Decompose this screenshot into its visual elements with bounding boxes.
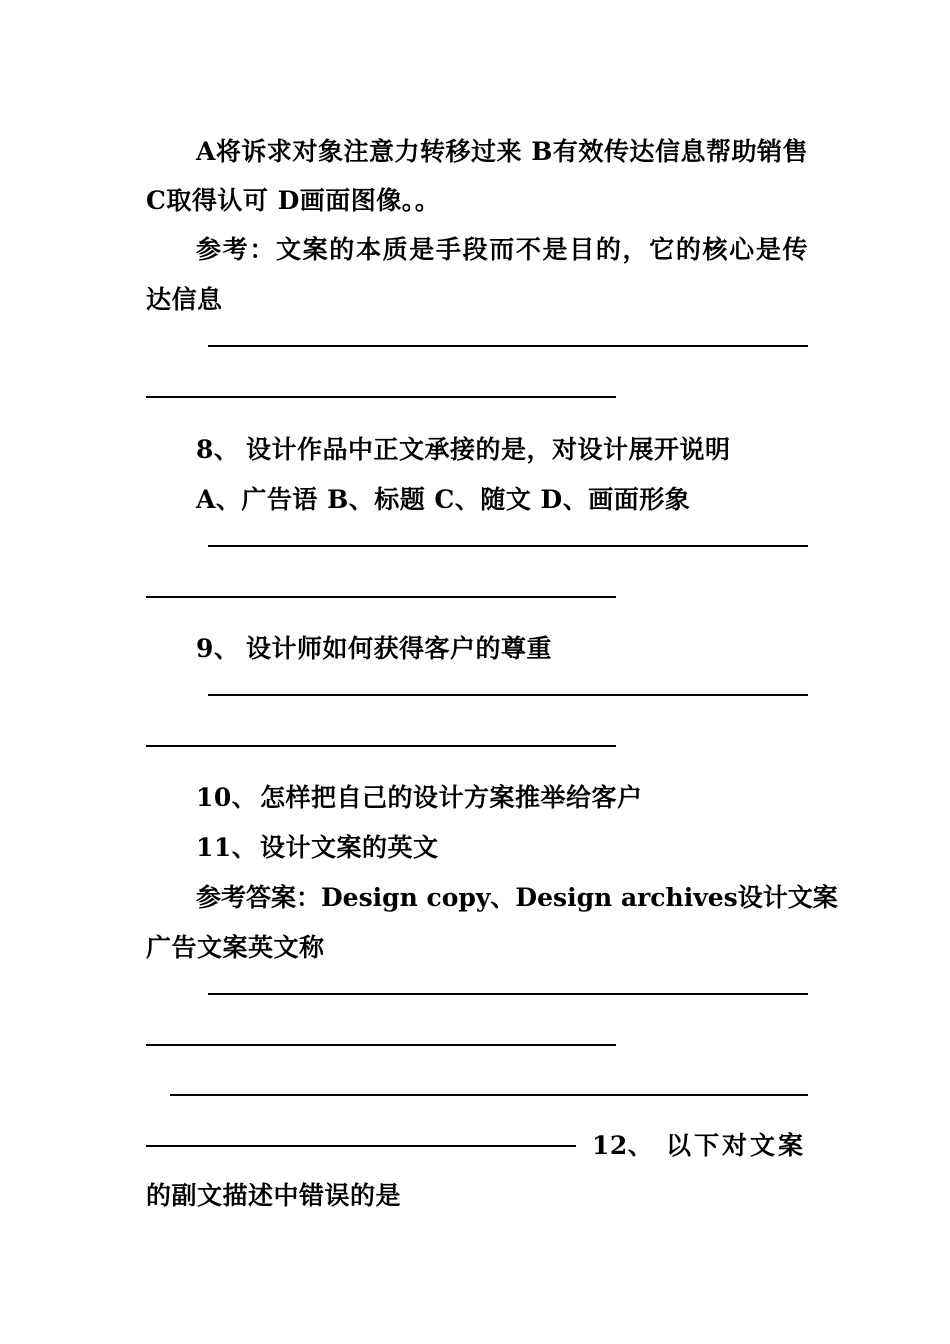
separator-rule (170, 1094, 808, 1096)
question-number: 8、 (196, 435, 240, 464)
question-number: 11、 (196, 833, 258, 862)
q12-text-line2: 的副文描述中错误的是 (146, 1181, 402, 1210)
question-text: 设计师如何获得客户的尊重 (246, 634, 553, 663)
separator-rule (146, 1145, 576, 1147)
q8-options: A、广告语 B、标题 C、随文 D、画面形象 (196, 485, 691, 514)
question-8 (196, 434, 808, 466)
question-number: 10、 (196, 783, 258, 812)
separator-rule (146, 745, 616, 747)
separator-rule (208, 545, 808, 547)
separator-rule (208, 694, 808, 696)
q7-answer-line1: 参考：文案的本质是手段而不是目的，它的核心是传 (196, 235, 808, 264)
question-12 (592, 1130, 808, 1162)
separator-rule (146, 596, 616, 598)
separator-rule (146, 1044, 616, 1046)
question-number: 9、 (196, 634, 240, 663)
q7-answer-line2: 达信息 (146, 285, 223, 314)
separator-rule (208, 345, 808, 347)
question-11 (196, 832, 808, 864)
q7-options-line2: C取得认可 D画面图像。。 (146, 186, 441, 215)
separator-rule (146, 396, 616, 398)
question-text: 设计文案的英文 (260, 833, 439, 862)
q7-options-line1: A将诉求对象注意力转移过来 B有效传达信息帮助销售 (196, 137, 808, 166)
question-text: 以下对文案 (666, 1131, 807, 1160)
question-text: 怎样把自己的设计方案推举给客户 (260, 783, 643, 812)
separator-rule (208, 993, 808, 995)
question-text: 设计作品中正文承接的是，对设计展开说明 (246, 435, 731, 464)
q11-answer-line1: 参考答案：Design copy、Design archives设计文案 (196, 883, 838, 912)
q11-answer-line2: 广告文案英文称 (146, 933, 325, 962)
question-9 (196, 633, 808, 665)
question-10 (196, 782, 808, 814)
question-number: 12、 (592, 1131, 654, 1160)
